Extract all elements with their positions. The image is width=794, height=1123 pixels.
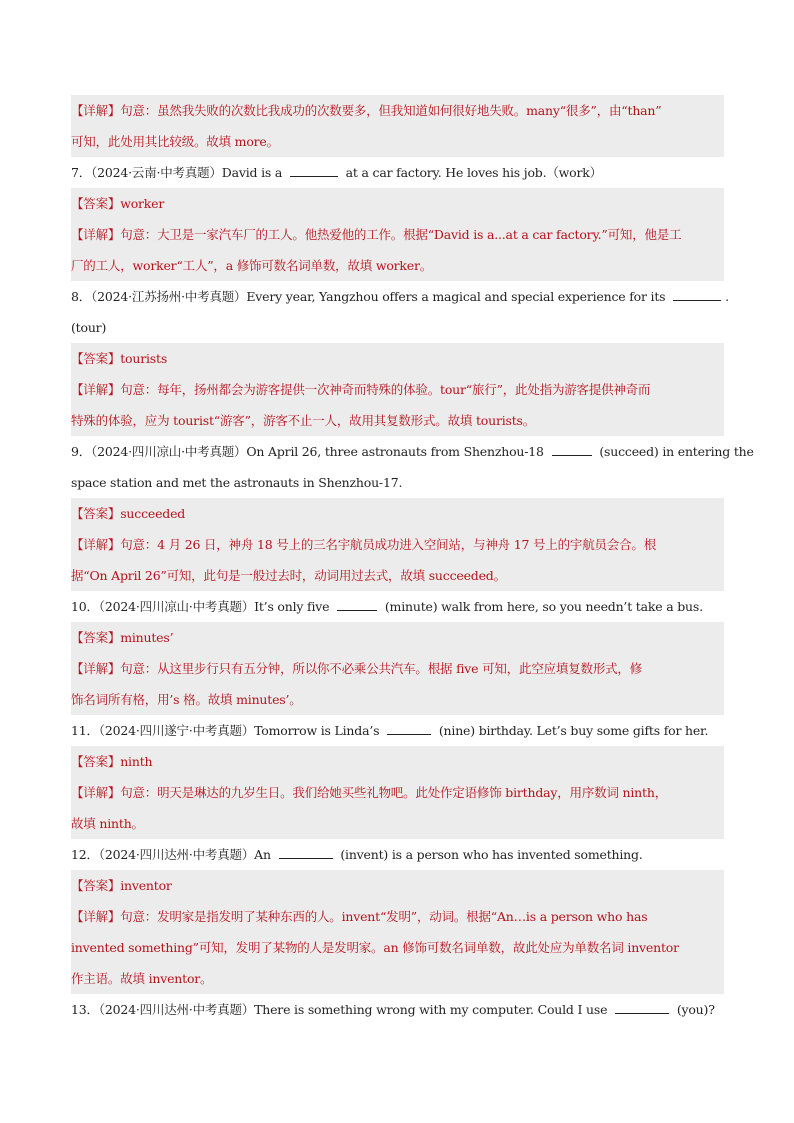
answer-blank (552, 444, 592, 456)
explanation-label: 【详解】 (71, 103, 121, 118)
explanation-line (71, 932, 724, 963)
answer-text: inventor (120, 878, 172, 893)
explanation-label: 【详解】 (71, 785, 121, 800)
explanation-label: 【详解】 (71, 909, 121, 924)
question-text: 9．（2024·四川凉山·中考真题）On April 26, three astronauts from Shenzhou-18 (71, 444, 548, 459)
explanation-label: 【详解】 (71, 382, 121, 397)
answer-label: 【答案】 (71, 754, 121, 769)
explanation-line (71, 653, 724, 684)
question-text-after: (succeed) in entering the (595, 444, 754, 459)
answer-text: minutes’ (120, 630, 174, 645)
explanation-text: 故填 ninth。 (71, 816, 144, 831)
question-text: (tour) (71, 320, 107, 335)
answer-blank (337, 599, 377, 611)
answer-blank (615, 1002, 669, 1014)
answer-line (71, 188, 724, 219)
question-text-after: (minute) walk from here, so you needn’t take a bus. (381, 599, 703, 614)
answer-line (71, 622, 724, 653)
answer-blank (673, 289, 721, 301)
explanation-line (71, 808, 724, 839)
question-text-after: at a car factory. He loves his job.（work） (341, 165, 602, 180)
question-text: 13．（2024·四川达州·中考真题）There is something wrong with my computer. Could I use (71, 1002, 612, 1017)
question-line (71, 157, 724, 188)
question-text: 7．（2024·云南·中考真题）David is a (71, 165, 286, 180)
explanation-text: 特殊的体验，应为 tourist“游客”，游客不止一人，故用其复数形式。故填 tourists。 (71, 413, 536, 428)
explanation-line (71, 684, 724, 715)
answer-label: 【答案】 (71, 351, 121, 366)
explanation-label: 【详解】 (71, 661, 121, 676)
answer-blank (387, 723, 431, 735)
answer-text: ninth (120, 754, 153, 769)
explanation-line (71, 529, 724, 560)
explanation-text: 句意：发明家是指发明了某种东西的人。invent“发明”，动词。根据“An…is a person who has (120, 909, 648, 924)
explanation-text: 作主语。故填 inventor。 (71, 971, 213, 986)
explanation-label: 【详解】 (71, 227, 121, 242)
question-line (71, 591, 724, 622)
document-page (71, 95, 754, 1025)
answer-label: 【答案】 (71, 506, 121, 521)
explanation-line (71, 374, 724, 405)
answer-blank (279, 847, 333, 859)
explanation-text: 句意：从这里步行只有五分钟，所以你不必乘公共汽车。根据 five 可知，此空应填复数形式，修 (120, 661, 643, 676)
explanation-line (71, 963, 724, 994)
question-text: 10．（2024·四川凉山·中考真题）It’s only five (71, 599, 334, 614)
explanation-text: 句意：4 月 26 日，神舟 18 号上的三名宇航员成功进入空间站，与神舟 17 号上的宇航员会合。根 (120, 537, 656, 552)
answer-line (71, 343, 724, 374)
explanation-text: 句意：每年，扬州都会为游客提供一次神奇而特殊的体验。tour“旅行”，此处指为游客提供神奇而 (120, 382, 651, 397)
question-text-after: . (725, 289, 729, 304)
question-text: 11．（2024·四川遂宁·中考真题）Tomorrow is Linda’s (71, 723, 384, 738)
question-line (71, 467, 724, 498)
explanation-line (71, 777, 724, 808)
question-line (71, 994, 724, 1025)
question-text: 8．（2024·江苏扬州·中考真题）Every year, Yangzhou offers a magical and special experience for its (71, 289, 670, 304)
explanation-text: 句意：大卫是一家汽车厂的工人。他热爱他的工作。根据“David is a...at a car factory.”可知，他是工 (120, 227, 682, 242)
question-text: 12．（2024·四川达州·中考真题）An (71, 847, 275, 862)
answer-label: 【答案】 (71, 196, 121, 211)
question-line (71, 281, 729, 312)
answer-line (71, 870, 724, 901)
answer-text: succeeded (120, 506, 186, 521)
explanation-text: 据“On April 26”可知，此句是一般过去时，动词用过去式，故填 succeeded。 (71, 568, 506, 583)
explanation-text: invented something”可知，发明了某物的人是发明家。an 修饰可数名词单数，故此处应为单数名词 inventor (71, 940, 679, 955)
explanation-line (71, 95, 724, 126)
question-line (71, 839, 724, 870)
explanation-line (71, 126, 724, 157)
explanation-line (71, 219, 724, 250)
explanation-text: 可知，此处用其比较级。故填 more。 (71, 134, 279, 149)
question-line (71, 436, 754, 467)
explanation-text: 饰名词所有格，用’s 格。故填 minutes’。 (71, 692, 302, 707)
explanation-line (71, 901, 724, 932)
explanation-text: 句意：虽然我失败的次数比我成功的次数要多，但我知道如何很好地失败。many“很多”，由“than” (120, 103, 662, 118)
answer-line (71, 746, 724, 777)
explanation-text: 厂的工人，worker“工人”，a 修饰可数名词单数，故填 worker。 (71, 258, 433, 273)
explanation-line (71, 405, 724, 436)
answer-text: worker (120, 196, 165, 211)
answer-line (71, 498, 724, 529)
explanation-label: 【详解】 (71, 537, 121, 552)
question-line (71, 715, 724, 746)
question-text-after: (you)? (673, 1002, 715, 1017)
question-text-after: (invent) is a person who has invented something. (336, 847, 643, 862)
answer-text: tourists (120, 351, 168, 366)
answer-label: 【答案】 (71, 878, 121, 893)
answer-label: 【答案】 (71, 630, 121, 645)
explanation-text: 句意：明天是琳达的九岁生日。我们给她买些礼物吧。此处作定语修饰 birthday，用序数词 ninth， (120, 785, 667, 800)
answer-blank (290, 165, 338, 177)
explanation-line (71, 250, 724, 281)
question-text-after: (nine) birthday. Let’s buy some gifts for her. (435, 723, 709, 738)
explanation-line (71, 560, 724, 591)
question-line (71, 312, 724, 343)
question-text: space station and met the astronauts in Shenzhou-17. (71, 475, 403, 490)
